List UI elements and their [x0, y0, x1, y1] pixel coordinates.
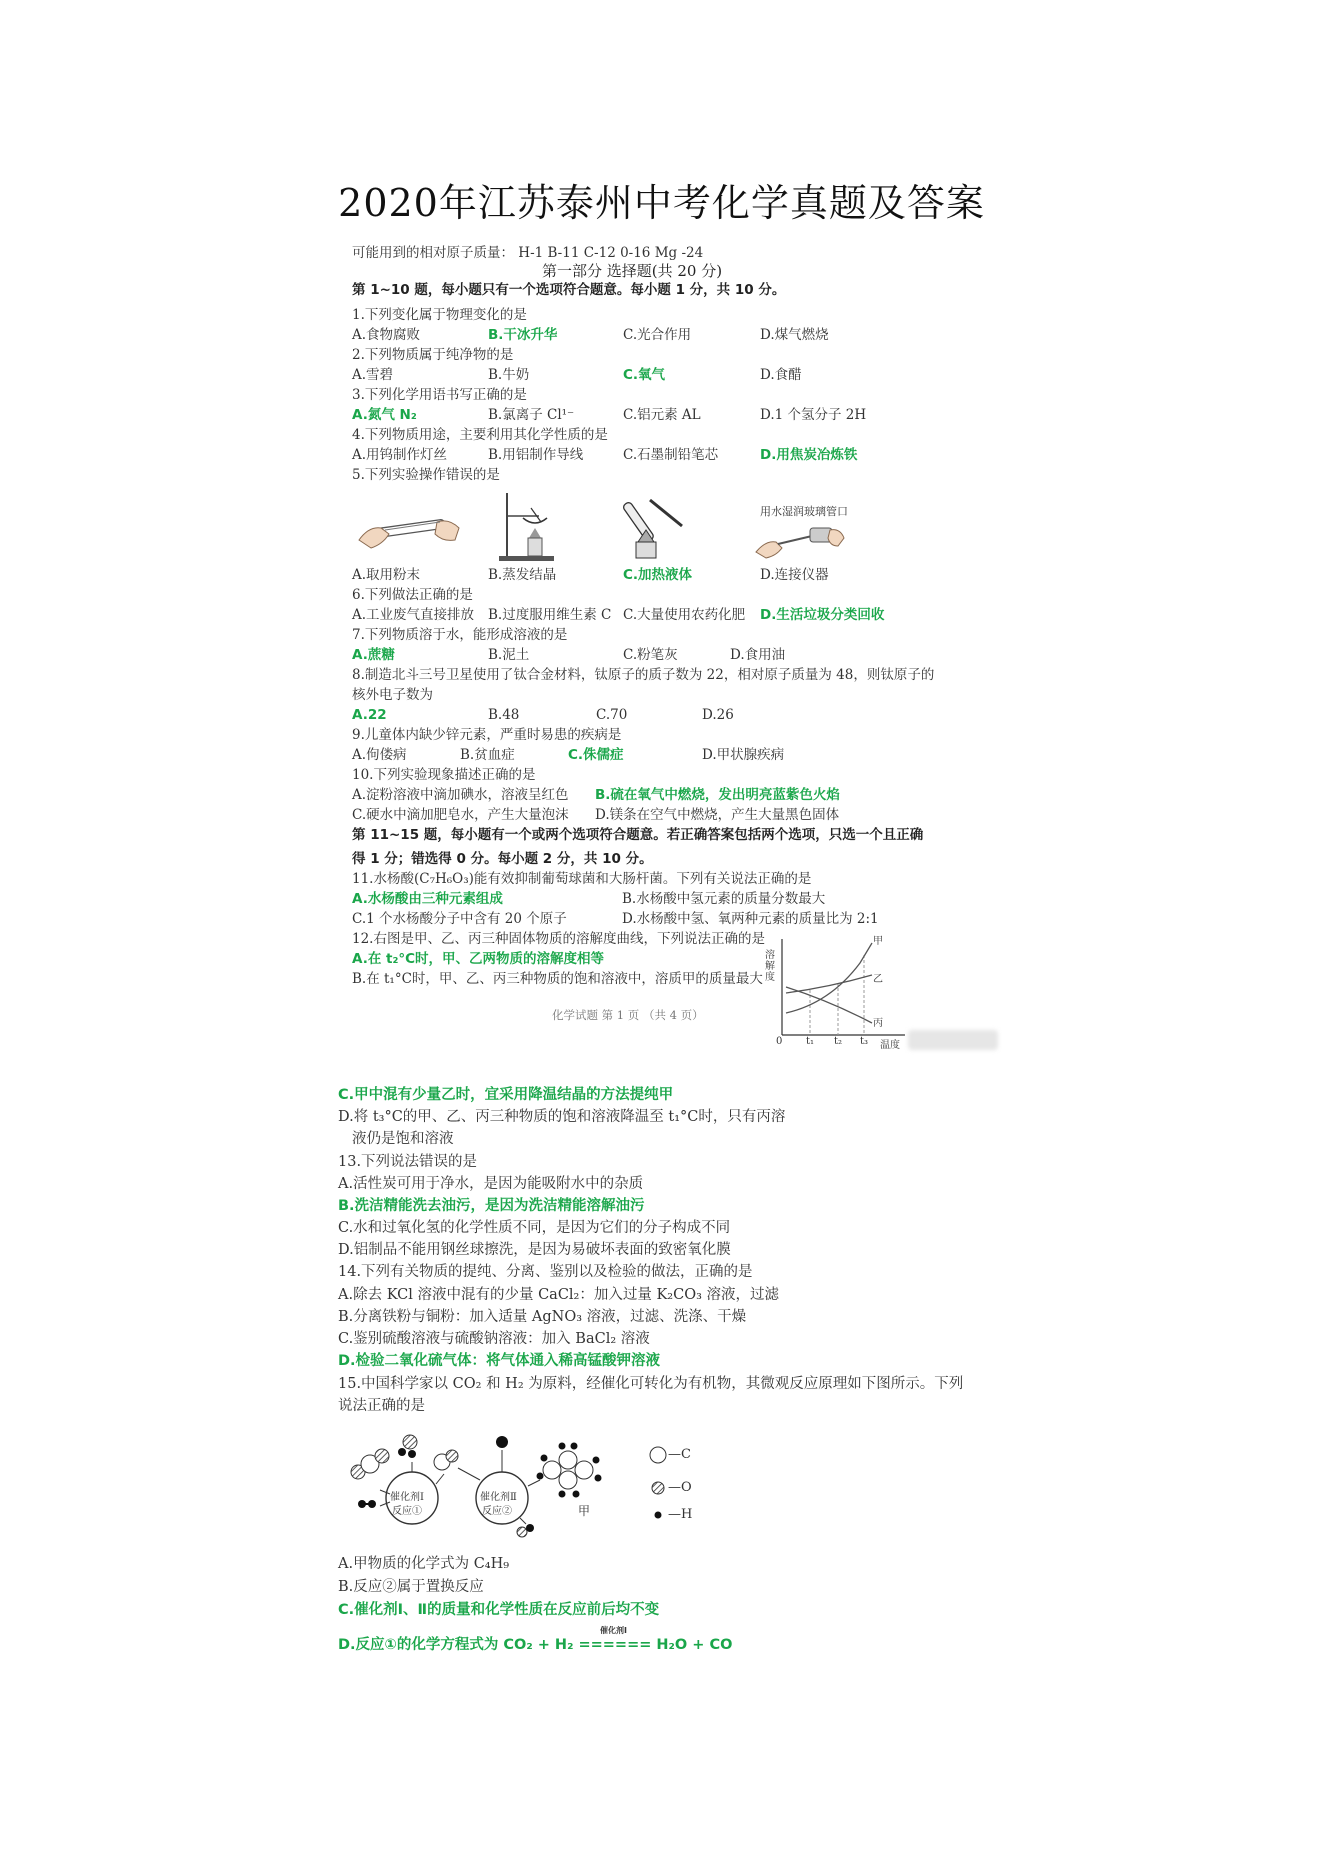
section2-instructions-line2: 得 1 分；错选得 0 分。每小题 2 分，共 10 分。 — [352, 851, 653, 867]
chart-tick-t1: t₁ — [806, 1036, 815, 1047]
powder-sampling-figure — [355, 500, 465, 560]
q8-option-a: A.22 — [352, 707, 387, 723]
curve-yi-label: 乙 — [873, 974, 883, 985]
q12-option-d-line1: D.将 t₃°C的甲、乙、丙三种物质的饱和溶液降温至 t₁°C时，只有丙溶 — [338, 1109, 786, 1125]
chart-xlabel: 温度 — [880, 1040, 900, 1051]
q1-option-c: C.光合作用 — [623, 327, 692, 343]
q6-option-a: A.工业废气直接排放 — [352, 607, 475, 623]
equation-catalyst-label: 催化剂Ⅰ — [600, 1626, 627, 1635]
q2-option-b: B.牛奶 — [488, 367, 530, 383]
q11-option-d: D.水杨酸中氢、氧两种元素的质量比为 2:1 — [622, 911, 879, 927]
catalyst1-label: 催化剂Ⅰ — [390, 1492, 424, 1503]
q4-option-b: B.用铝制作导线 — [488, 447, 584, 463]
q7-stem: 7.下列物质溶于水，能形成溶液的是 — [352, 627, 568, 643]
q10-option-b: B.硫在氧气中燃烧，发出明亮蓝紫色火焰 — [595, 787, 840, 803]
q5-d-figure-label: 用水湿润玻璃管口 — [760, 505, 848, 518]
q14-stem: 14.下列有关物质的提纯、分离、鉴别以及检验的做法，正确的是 — [338, 1264, 753, 1280]
q6-option-b: B.过度服用维生素 C — [488, 607, 612, 623]
q4-option-a: A.用钨制作灯丝 — [352, 447, 448, 463]
q6-stem: 6.下列做法正确的是 — [352, 587, 473, 603]
q14-option-c: C.鉴别硫酸溶液与硫酸钠溶液：加入 BaCl₂ 溶液 — [338, 1331, 650, 1347]
legend-oxygen: —O — [668, 1480, 692, 1495]
section2-instructions-line1: 第 11~15 题，每小题有一个或两个选项符合题意。若正确答案包括两个选项，只选一个且正确 — [352, 827, 924, 843]
q1-stem: 1.下列变化属于物理变化的是 — [352, 307, 527, 323]
q15-option-c: C.催化剂Ⅰ、Ⅱ的质量和化学性质在反应前后均不变 — [338, 1602, 660, 1618]
chart-tick-t3: t₃ — [860, 1036, 869, 1047]
heating-liquid-figure — [620, 492, 695, 562]
q7-option-b: B.泥土 — [488, 647, 530, 663]
q10-option-c: C.硬水中滴加肥皂水，产生大量泡沫 — [352, 807, 569, 823]
q12-option-a: A.在 t₂°C时，甲、乙两物质的溶解度相等 — [352, 951, 605, 967]
evaporation-figure — [495, 488, 565, 563]
q1-option-a: A.食物腐败 — [352, 327, 421, 343]
q13-option-b: B.洗洁精能洗去油污，是因为洗洁精能溶解油污 — [338, 1198, 645, 1214]
q13-option-c: C.水和过氧化氢的化学性质不同，是因为它们的分子构成不同 — [338, 1220, 731, 1236]
q5-option-a: A.取用粉末 — [352, 567, 421, 583]
q12-option-b: B.在 t₁°C时，甲、乙、丙三种物质的饱和溶液中，溶质甲的质量最大 — [352, 971, 763, 987]
q9-option-d: D.甲状腺疾病 — [702, 747, 785, 763]
legend-carbon: —C — [668, 1447, 691, 1462]
atomic-masses: 可能用到的相对原子质量： H-1 B-11 C-12 0-16 Mg -24 — [352, 245, 704, 261]
reaction1-label: 反应① — [392, 1506, 422, 1517]
catalyst2-label: 催化剂Ⅱ — [480, 1492, 517, 1503]
q12-option-d-line2: 液仍是饱和溶液 — [352, 1131, 454, 1147]
q6-option-c: C.大量使用农药化肥 — [623, 607, 746, 623]
document-title: 2020年江苏泰州中考化学真题及答案 — [338, 181, 985, 225]
q1-option-b: B.干冰升华 — [488, 327, 558, 343]
q4-option-c: C.石墨制铅笔芯 — [623, 447, 719, 463]
q2-option-d: D.食醋 — [760, 367, 802, 383]
q14-option-a: A.除去 KCl 溶液中混有的少量 CaCl₂：加入过量 K₂CO₃ 溶液，过滤 — [338, 1287, 780, 1303]
q5-option-c: C.加热液体 — [623, 567, 693, 583]
legend-hydrogen: —H — [668, 1507, 693, 1522]
q5-option-b: B.蒸发结晶 — [488, 567, 557, 583]
q4-option-d: D.用焦炭冶炼铁 — [760, 447, 858, 463]
q2-option-a: A.雪碧 — [352, 367, 394, 383]
q13-option-a: A.活性炭可用于净水，是因为能吸附水中的杂质 — [338, 1176, 644, 1192]
q9-stem: 9.儿童体内缺少锌元素，严重时易患的疾病是 — [352, 727, 622, 743]
connect-apparatus-figure — [752, 518, 847, 563]
part1-title: 第一部分 选择题(共 20 分) — [542, 262, 723, 280]
q10-option-a: A.淀粉溶液中滴加碘水，溶液呈红色 — [352, 787, 569, 803]
q15-stem-line1: 15.中国科学家以 CO₂ 和 H₂ 为原料，经催化可转化为有机物，其微观反应原理如下图所示。下列 — [338, 1376, 964, 1392]
q6-option-d: D.生活垃圾分类回收 — [760, 607, 885, 623]
q13-option-d: D.铝制品不能用钢丝球擦洗，是因为易破坏表面的致密氧化膜 — [338, 1242, 731, 1258]
product-jia-label: 甲 — [578, 1504, 591, 1518]
q11-option-a: A.水杨酸由三种元素组成 — [352, 891, 503, 907]
q5-option-d: D.连接仪器 — [760, 567, 829, 583]
q4-stem: 4.下列物质用途，主要利用其化学性质的是 — [352, 427, 608, 443]
q8-option-c: C.70 — [596, 707, 628, 723]
q8-stem-line1: 8.制造北斗三号卫星使用了钛合金材料，钛原子的质子数为 22，相对原子质量为 48，则钛原子的 — [352, 667, 935, 683]
q10-stem: 10.下列实验现象描述正确的是 — [352, 767, 536, 783]
q3-option-c: C.铝元素 AL — [623, 407, 701, 423]
reaction2-label: 反应② — [482, 1506, 512, 1517]
q12-option-c: C.甲中混有少量乙时，宜采用降温结晶的方法提纯甲 — [338, 1087, 674, 1103]
q2-stem: 2.下列物质属于纯净物的是 — [352, 347, 514, 363]
q5-stem: 5.下列实验操作错误的是 — [352, 467, 500, 483]
q15-stem-line2: 说法正确的是 — [338, 1398, 425, 1414]
q11-option-c: C.1 个水杨酸分子中含有 20 个原子 — [352, 911, 567, 927]
q7-option-d: D.食用油 — [730, 647, 786, 663]
curve-jia-label: 甲 — [873, 936, 883, 947]
section1-instructions: 第 1~10 题，每小题只有一个选项符合题意。每小题 1 分，共 10 分。 — [352, 282, 786, 298]
solubility-curve-chart — [760, 935, 910, 1050]
chart-ylabel: 溶解度 — [765, 950, 775, 983]
q7-option-a: A.蔗糖 — [352, 647, 395, 663]
page-footer: 化学试题 第 1 页 （共 4 页） — [552, 1008, 704, 1022]
q11-option-b: B.水杨酸中氢元素的质量分数最大 — [622, 891, 826, 907]
q2-option-c: C.氧气 — [623, 367, 666, 383]
q3-stem: 3.下列化学用语书写正确的是 — [352, 387, 527, 403]
q11-stem: 11.水杨酸(C₇H₆O₃)能有效抑制葡萄球菌和大肠杆菌。下列有关说法正确的是 — [352, 871, 812, 887]
q14-option-b: B.分离铁粉与铜粉：加入适量 AgNO₃ 溶液，过滤、洗涤、干燥 — [338, 1309, 747, 1325]
q3-option-a: A.氮气 N₂ — [352, 407, 417, 423]
q13-stem: 13.下列说法错误的是 — [338, 1154, 478, 1170]
q3-option-d: D.1 个氢分子 2H — [760, 407, 867, 423]
q8-option-b: B.48 — [488, 707, 520, 723]
q15-option-b: B.反应②属于置换反应 — [338, 1579, 484, 1595]
q3-option-b: B.氯离子 Cl¹⁻ — [488, 407, 575, 423]
q9-option-c: C.侏儒症 — [568, 747, 624, 763]
q15-option-d: D.反应①的化学方程式为 CO₂ + H₂ ====== H₂O + CO — [338, 1637, 733, 1653]
q1-option-d: D.煤气燃烧 — [760, 327, 829, 343]
q8-stem-line2: 核外电子数为 — [352, 687, 433, 703]
curve-bing-label: 丙 — [873, 1018, 883, 1029]
q9-option-b: B.贫血症 — [460, 747, 515, 763]
chart-origin: 0 — [776, 1036, 783, 1047]
q8-option-d: D.26 — [702, 707, 734, 723]
q14-option-d: D.检验二氧化硫气体：将气体通入稀高锰酸钾溶液 — [338, 1353, 661, 1369]
blurred-watermark — [908, 1030, 998, 1050]
q12-stem: 12.右图是甲、乙、丙三种固体物质的溶解度曲线，下列说法正确的是 — [352, 931, 765, 947]
q7-option-c: C.粉笔灰 — [623, 647, 678, 663]
q10-option-d: D.镁条在空气中燃烧，产生大量黑色固体 — [595, 807, 840, 823]
chart-tick-t2: t₂ — [834, 1036, 843, 1047]
q9-option-a: A.佝偻病 — [352, 747, 407, 763]
q15-option-a: A.甲物质的化学式为 C₄H₉ — [338, 1556, 510, 1572]
